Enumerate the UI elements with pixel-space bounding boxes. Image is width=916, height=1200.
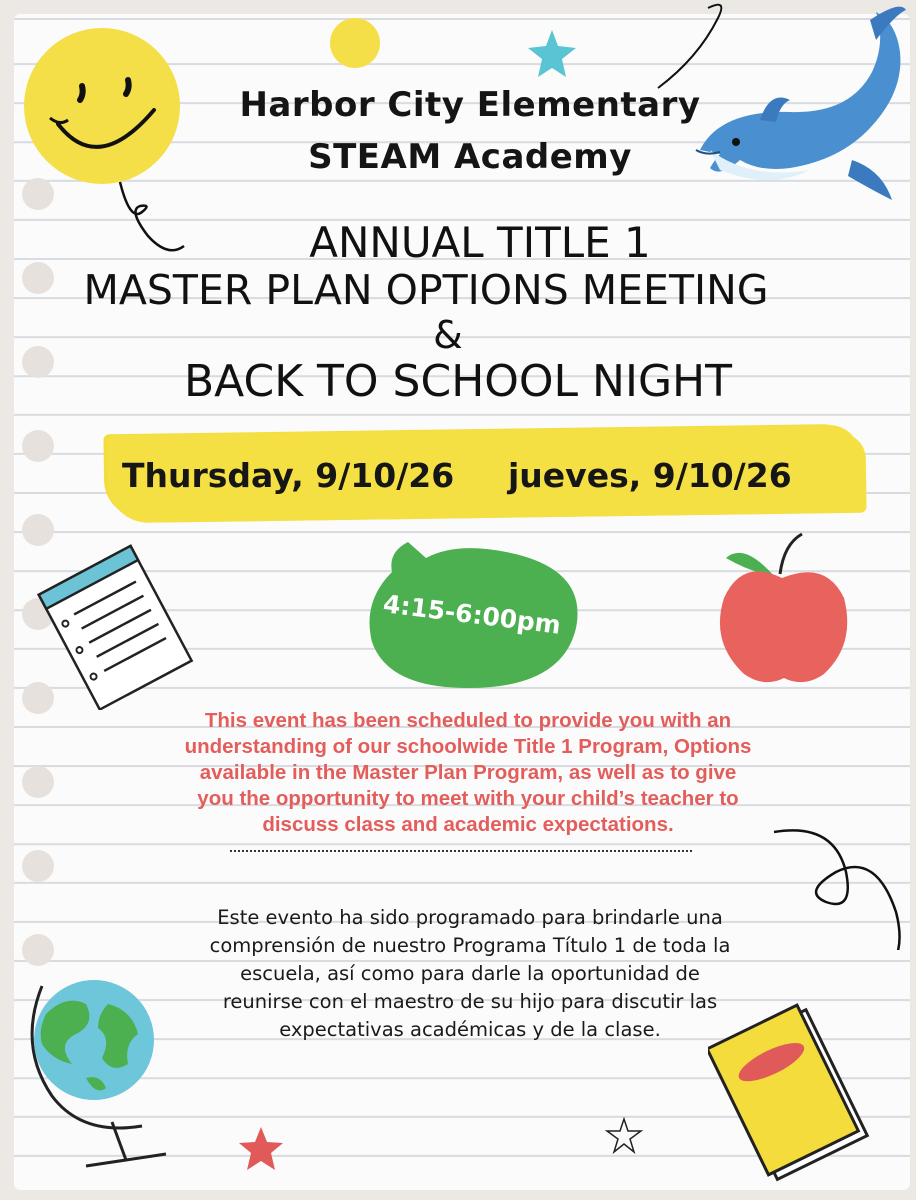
dotted-underline bbox=[230, 850, 692, 852]
spanish-line: reunirse con el maestro de su hijo para discutir las bbox=[222, 990, 718, 1013]
star-icon bbox=[236, 1124, 286, 1174]
apple-icon bbox=[716, 530, 856, 690]
english-line: discuss class and academic expectations. bbox=[262, 813, 674, 836]
date-spanish: jueves, 9/10/26 bbox=[508, 456, 792, 495]
headline-title-2: MASTER PLAN OPTIONS MEETING bbox=[83, 266, 769, 314]
binder-hole bbox=[22, 850, 54, 882]
headline-ampersand: & bbox=[433, 313, 463, 357]
spanish-line: escuela, así como para darle la oportunidad de bbox=[240, 962, 700, 985]
yellow-dot bbox=[330, 18, 380, 68]
spanish-line: Este evento ha sido programado para brindarle una bbox=[217, 906, 723, 929]
school-name: Harbor City Elementary bbox=[239, 85, 701, 125]
english-line: understanding of our schoolwide Title 1 Program, Options bbox=[184, 735, 752, 758]
english-line: you the opportunity to meet with your child’s teacher to bbox=[197, 787, 739, 810]
english-line: available in the Master Plan Program, as well as to give bbox=[199, 761, 737, 784]
spanish-line: comprensión de nuestro Programa Título 1 de toda la bbox=[209, 934, 731, 957]
headline-title-1: ANNUAL TITLE 1 bbox=[309, 218, 651, 267]
star-outline-icon bbox=[604, 1116, 644, 1156]
date-english: Thursday, 9/10/26 bbox=[122, 456, 455, 495]
meeting-time: 4:15-6:00pm bbox=[381, 589, 563, 640]
globe-icon bbox=[16, 974, 186, 1184]
spanish-line: expectativas académicas y de la clase. bbox=[279, 1018, 661, 1041]
book-icon bbox=[708, 1000, 878, 1190]
english-line: This event has been scheduled to provide you with an bbox=[204, 709, 732, 732]
notepad-icon bbox=[26, 540, 206, 710]
event-description-english bbox=[118, 708, 818, 838]
binder-hole bbox=[22, 430, 54, 462]
headline-title-3: BACK TO SCHOOL NIGHT bbox=[183, 356, 733, 407]
binder-hole bbox=[22, 934, 54, 966]
binder-hole bbox=[22, 766, 54, 798]
school-subtitle: STEAM Academy bbox=[308, 137, 632, 177]
star-icon bbox=[524, 26, 580, 82]
